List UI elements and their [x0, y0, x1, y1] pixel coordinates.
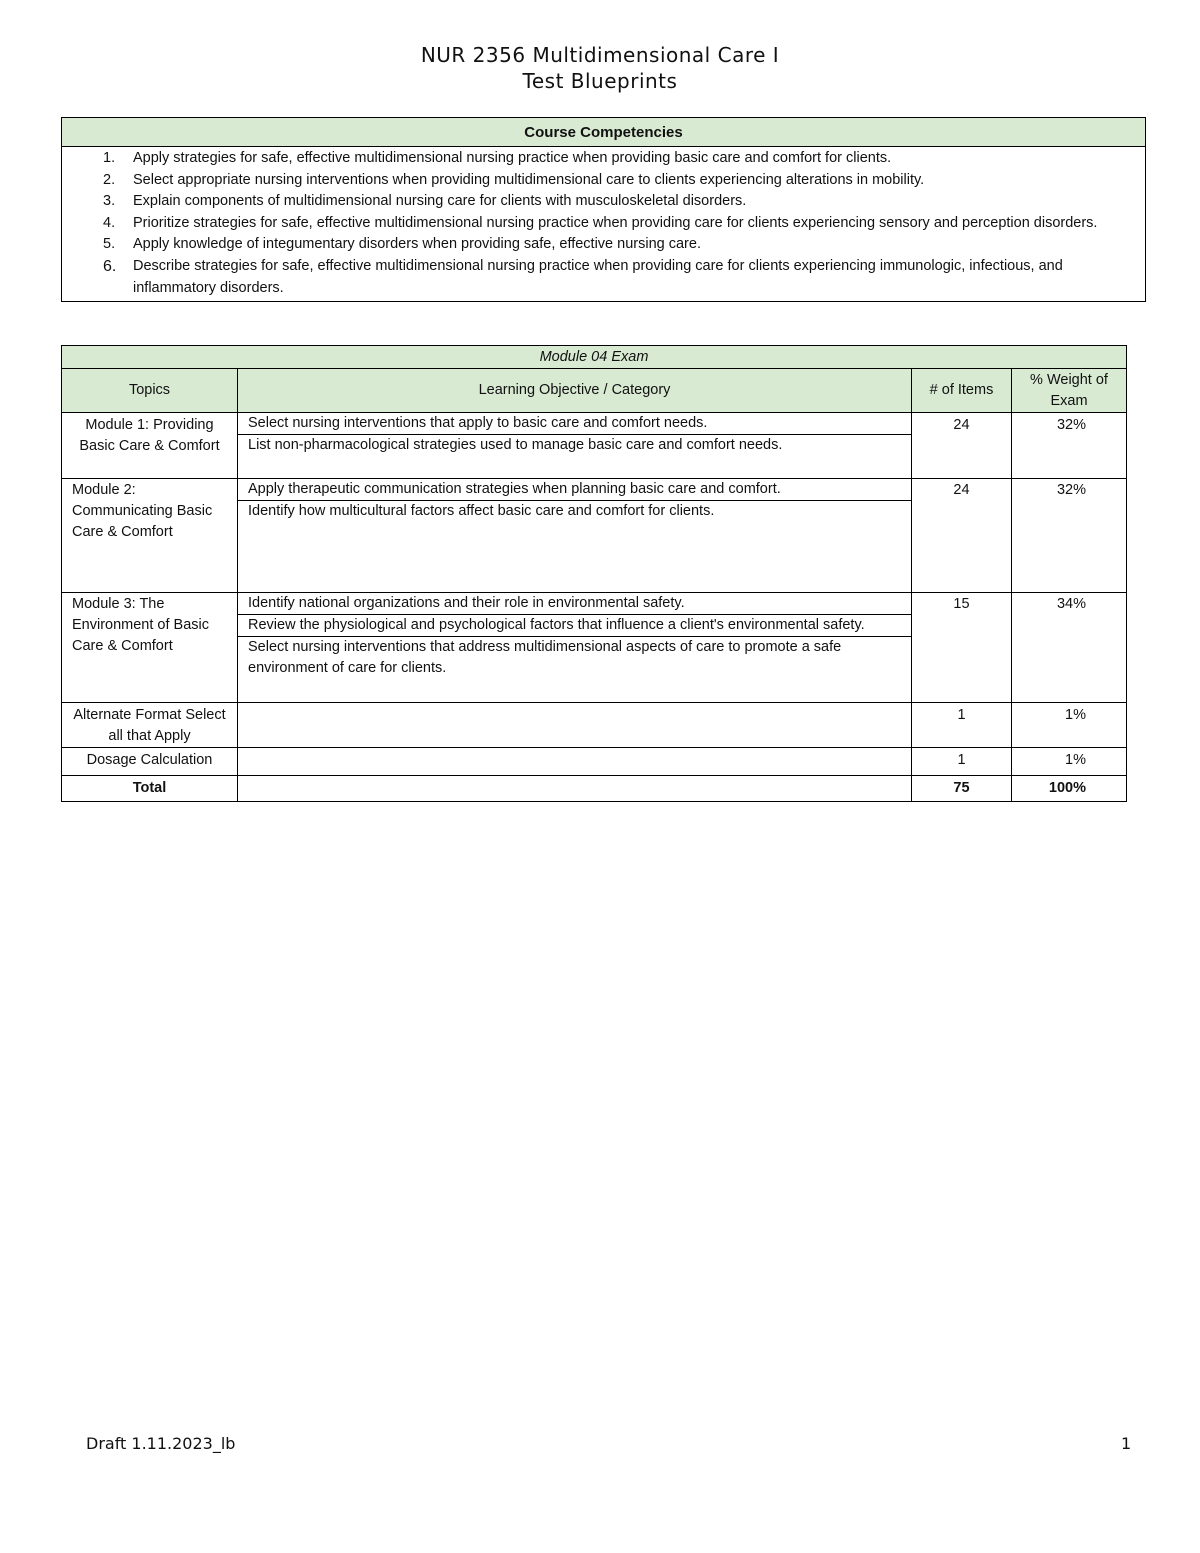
exam-blueprint-table: [61, 345, 1127, 802]
items-cell: 1: [912, 748, 1012, 776]
weight-cell: 1%: [1012, 703, 1127, 748]
items-cell: 24: [912, 479, 1012, 593]
competency-item: 6. Describe strategies for safe, effective multidimensional nursing practice when providing care for clients experiencing immunologic, infectious, and inflammatory disorders.: [103, 257, 1063, 296]
objective-item: Identify how multicultural factors affect basic care and comfort for clients.: [248, 503, 715, 519]
competencies-list-cell: [62, 147, 1146, 302]
table-row: [62, 593, 1127, 703]
table-row: [62, 413, 1127, 479]
objective-item: Review the physiological and psychological factors that influence a client's environmental safety.: [238, 615, 911, 637]
competency-item: 3. Explain components of multidimensional nursing care for clients with musculoskeletal disorders.: [103, 193, 747, 210]
items-cell: 24: [912, 413, 1012, 479]
competencies-heading: Course Competencies: [62, 118, 1146, 147]
table-row: [62, 479, 1127, 593]
page-title: NUR 2356 Multidimensional Care I: [420, 43, 780, 67]
objective-item: Select nursing interventions that apply to basic care and comfort needs.: [238, 413, 911, 435]
table-row: [62, 776, 1127, 802]
items-cell: 1: [912, 703, 1012, 748]
objective-item: Apply therapeutic communication strategies when planning basic care and comfort.: [238, 479, 911, 501]
weight-cell: 32%: [1012, 413, 1127, 479]
topic-cell: Module 2: Communicating Basic Care & Comfort: [62, 479, 238, 593]
objective-item: Identify national organizations and their role in environmental safety.: [238, 593, 911, 615]
page-subtitle: Test Blueprints: [522, 69, 678, 93]
competencies-list: [62, 148, 1141, 299]
weight-cell: 32%: [1012, 479, 1127, 593]
draft-footer: Draft 1.11.2023_lb: [86, 1434, 236, 1453]
page-number: 1: [1121, 1434, 1132, 1453]
objective-item: List non-pharmacological strategies used to manage basic care and comfort needs.: [248, 437, 783, 453]
total-items: 75: [912, 776, 1012, 802]
topic-cell: Module 3: The Environment of Basic Care & Comfort: [62, 593, 238, 703]
items-cell: 15: [912, 593, 1012, 703]
competency-item: 4. Prioritize strategies for safe, effective multidimensional nursing practice when providing care for clients experiencing sensory and perception disorders.: [103, 214, 1098, 231]
competencies-table: [61, 117, 1146, 302]
competency-item: 2. Select appropriate nursing interventions when providing multidimensional care to clients experiencing alterations in mobility.: [103, 171, 925, 188]
topic-cell: Module 1: Providing Basic Care & Comfort: [62, 413, 238, 479]
weight-cell: 34%: [1012, 593, 1127, 703]
col-header-objective: Learning Objective / Category: [238, 369, 912, 413]
total-weight: 100%: [1012, 776, 1127, 802]
weight-cell: 1%: [1012, 748, 1127, 776]
table-row: [62, 748, 1127, 776]
total-label: Total: [62, 776, 238, 802]
competency-item: 5. Apply knowledge of integumentary disorders when providing safe, effective nursing care.: [103, 236, 701, 253]
exam-caption: Module 04 Exam: [62, 346, 1127, 369]
competency-item: 1. Apply strategies for safe, effective multidimensional nursing practice when providing basic care and comfort for clients.: [103, 150, 892, 166]
col-header-topics: Topics: [62, 369, 238, 413]
col-header-weight: % Weight of Exam: [1012, 369, 1127, 413]
objective-item: Select nursing interventions that address multidimensional aspects of care to promote a safe environment of care for clients.: [248, 639, 842, 676]
table-row: [62, 703, 1127, 748]
topic-cell: Alternate Format Select all that Apply: [62, 703, 238, 748]
col-header-items: # of Items: [912, 369, 1012, 413]
topic-cell: Dosage Calculation: [62, 748, 238, 776]
